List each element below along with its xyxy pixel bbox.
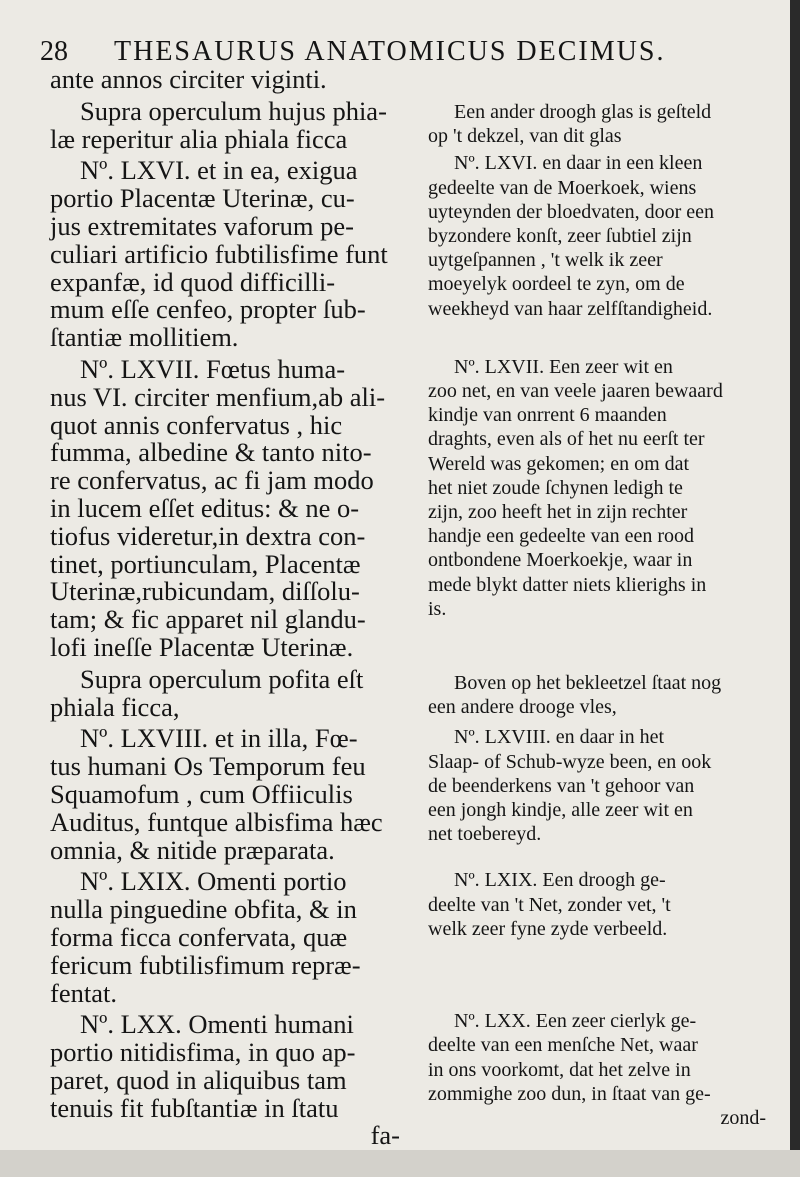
- text-line: Supra operculum hujus phia-: [80, 95, 387, 126]
- dutch-entry-lxvii: [428, 355, 766, 621]
- page-edge-shadow: [790, 0, 800, 1177]
- text-line: Nº. LXX. Een zeer cierlyk ge-: [454, 1010, 697, 1033]
- text-line: tenuis fit fubſtantiæ in ſtatu: [50, 1092, 339, 1123]
- text-line: portio nitidisfima, in quo ap-: [50, 1037, 356, 1068]
- text-line: een andere drooge vles,: [428, 696, 617, 719]
- text-line: zijn, zoo heeft het in zijn rechter: [428, 501, 688, 524]
- latin-entry-lxvi: [50, 157, 400, 352]
- text-line: Nº. LXIX. Een droogh ge-: [454, 869, 666, 892]
- text-line: Nº. LXVII. Een zeer wit en: [454, 355, 673, 378]
- text-line: zommighe zoo dun, in ſtaat van ge-: [428, 1082, 711, 1105]
- text-line: in ons voorkomt, dat het zelve in: [428, 1058, 691, 1081]
- text-line: Nº. LXVII. Fœtus huma-: [80, 353, 346, 384]
- text-line: Nº. LXVIII. en daar in het: [454, 726, 665, 749]
- text-line: Boven op het bekleetzel ſtaat nog: [454, 672, 722, 695]
- text-line: een jongh kindje, alle zeer wit en: [428, 799, 693, 822]
- text-line: uytgeſpannen , 't welk ik zeer: [428, 249, 663, 272]
- text-line: re confervatus, ac fi jam modo: [50, 465, 374, 496]
- text-line: Uterinæ,rubicundam, diſſolu-: [50, 576, 360, 607]
- text-line: forma ficca confervata, quæ: [50, 921, 348, 952]
- text-line: ontbondene Moerkoekje, waar in: [428, 549, 693, 572]
- text-line: ante annos circiter viginti.: [50, 64, 327, 94]
- text-line: deelte van 't Net, zonder vet, 't: [428, 893, 671, 916]
- text-line: Nº. LXVIII. et in illa, Fœ-: [80, 723, 358, 754]
- text-line: jus extremitates vaforum pe-: [50, 210, 354, 241]
- text-line: læ reperitur alia phiala ficca: [50, 123, 348, 154]
- text-line: welk zeer fyne zyde verbeeld.: [428, 917, 668, 940]
- text-line: Auditus, funtque albisfima hæc: [50, 806, 383, 837]
- text-line: net toebereyd.: [428, 823, 542, 846]
- text-line: fumma, albedine & tanto nito-: [50, 437, 372, 468]
- text-line: de beenderkens van 't gehoor van: [428, 774, 695, 797]
- text-line: Een ander droogh glas is geſteld: [454, 101, 712, 123]
- text-line: in lucem eſſet editus: & ne o-: [50, 492, 360, 523]
- latin-entry-lxviii: [50, 725, 400, 864]
- text-line: Slaap- of Schub-wyze been, en ook: [428, 750, 712, 773]
- dutch-entry-lxix: [428, 868, 766, 941]
- latin-entry-lxvii: [50, 353, 400, 662]
- text-line: nulla pinguedine obfita, & in: [50, 894, 357, 925]
- text-line: quot annis confervatus , hic: [50, 409, 343, 440]
- text-line: fericum fubtilisfimum repræ-: [50, 949, 361, 980]
- text-line: portio Placentæ Uterinæ, cu-: [50, 183, 355, 214]
- scan-bottom-margin: [0, 1150, 800, 1177]
- dutch-entry-lxvi: [428, 151, 766, 320]
- text-line: Supra operculum pofita eſt: [80, 663, 364, 694]
- dutch-entry-lxx: [428, 1009, 766, 1106]
- text-line: tam; & fic apparet nil glandu-: [50, 604, 366, 635]
- text-line: tiofus videretur,in dextra con-: [50, 520, 366, 551]
- running-title: THESAURUS ANATOMICUS DECIMUS.: [114, 36, 666, 67]
- text-line: byzondere konſt, zeer ſubtiel zijn: [428, 225, 692, 248]
- text-line: deelte van een menſche Net, waar: [428, 1034, 698, 1057]
- text-line: ſtantiæ mollitiem.: [50, 322, 239, 353]
- text-line: nus VI. circiter menfium,ab ali-: [50, 381, 386, 412]
- text-line: moeyelyk oordeel te zyn, om de: [428, 273, 685, 296]
- text-line: het niet zoude ſchynen ledigh te: [428, 476, 683, 499]
- latin-entry-lxix: [50, 868, 400, 1007]
- text-line: culiari artificio fubtilisfime funt: [50, 238, 388, 269]
- text-line: tus humani Os Temporum feu: [50, 751, 366, 782]
- dutch-paragraph-boven: [428, 671, 766, 719]
- text-line: omnia, & nitide præparata.: [50, 834, 335, 865]
- text-line: op 't dekzel, van dit glas: [428, 125, 622, 148]
- text-line: is.: [428, 597, 447, 620]
- text-line: draghts, even als of het nu eerſt ter: [428, 428, 705, 451]
- text-line: Nº. LXVI. en daar in een kleen: [454, 152, 703, 175]
- text-line: Wereld was gekomen; en om dat: [428, 452, 690, 475]
- text-line: Nº. LXX. Omenti humani: [80, 1009, 354, 1040]
- dutch-column: [428, 100, 766, 1130]
- text-line: gedeelte van de Moerkoek, wiens: [428, 176, 697, 199]
- page-number: 28: [40, 36, 68, 67]
- dutch-catchword: zond-: [720, 1106, 766, 1129]
- text-line: expanfæ, id quod difficilli-: [50, 266, 336, 297]
- text-line: Nº. LXIX. Omenti portio: [80, 866, 347, 897]
- dutch-entry-lxviii: [428, 725, 766, 846]
- text-line: Nº. LXVI. et in ea, exigua: [80, 155, 358, 186]
- latin-catchword: fa-: [370, 1120, 400, 1151]
- dutch-paragraph-ander: [428, 100, 766, 148]
- text-line: tinet, portiunculam, Placentæ: [50, 548, 361, 579]
- latin-paragraph-supra-2: [50, 663, 400, 722]
- text-line: lofi ineſſe Placentæ Uterinæ.: [50, 631, 354, 662]
- latin-column: [50, 66, 400, 1150]
- text-line: phiala ficca,: [50, 691, 180, 722]
- latin-paragraph-intro: [50, 66, 400, 94]
- text-line: uyteynden der bloedvaten, door een: [428, 200, 715, 223]
- text-line: mum eſſe cenfeo, propter ſub-: [50, 294, 366, 325]
- text-line: paret, quod in aliquibus tam: [50, 1064, 347, 1095]
- text-line: mede blykt datter niets klierighs in: [428, 573, 707, 596]
- text-line: zoo net, en van veele jaaren bewaard: [428, 380, 723, 403]
- text-line: weekheyd van haar zelfſtandigheid.: [428, 297, 713, 320]
- latin-entry-lxx: [50, 1011, 400, 1122]
- text-line: fentat.: [50, 977, 117, 1008]
- latin-paragraph-supra-1: [50, 95, 400, 154]
- text-line: kindje van onrrent 6 maanden: [428, 404, 667, 427]
- text-line: handje een gedeelte van een rood: [428, 525, 694, 548]
- text-line: Squamofum , cum Offiiculis: [50, 778, 353, 809]
